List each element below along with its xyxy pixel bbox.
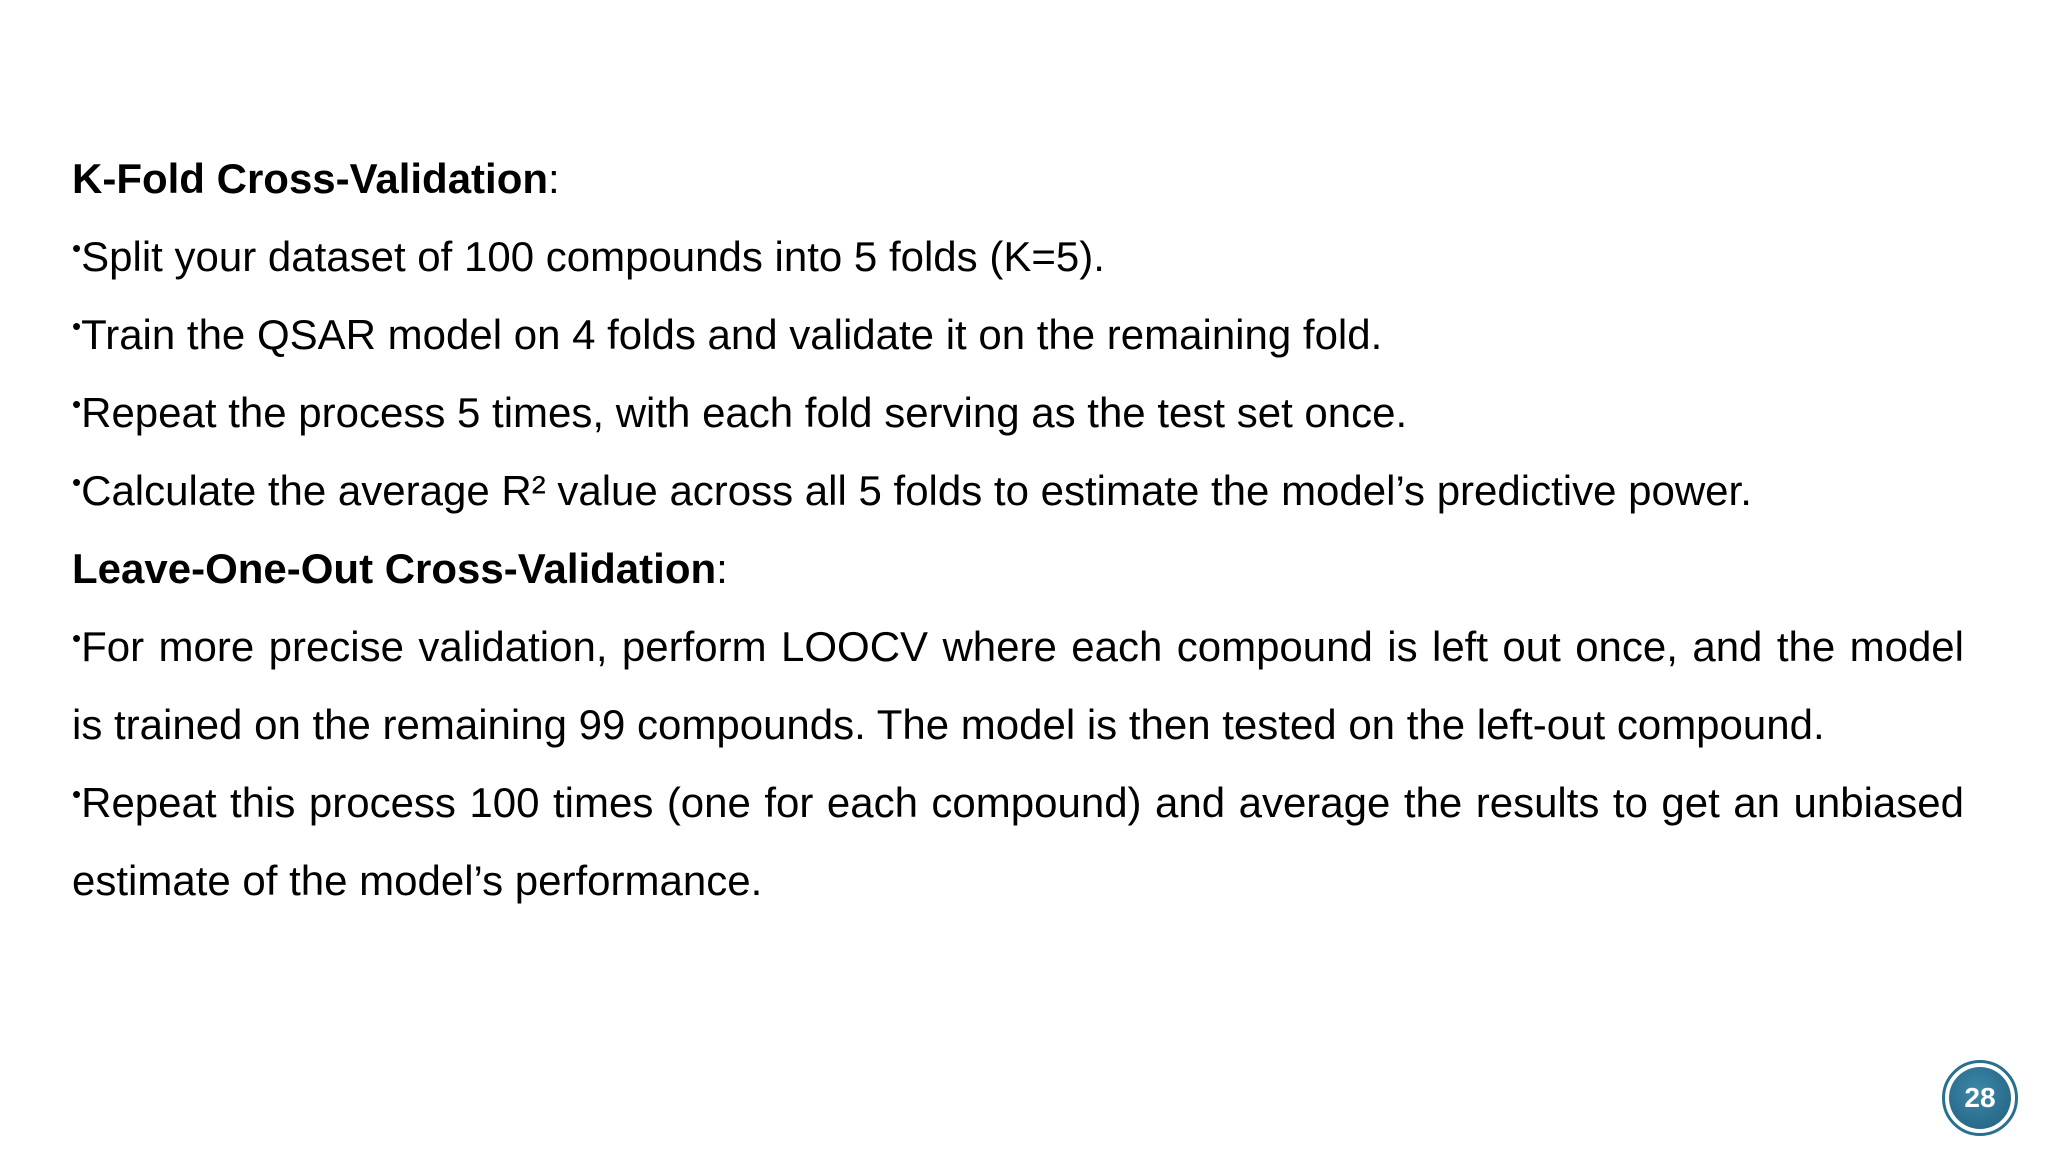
- bullet-item: •Repeat this process 100 times (one for each compound) and average the results to get an unbiased estimate of the model’s performance.: [72, 779, 1964, 904]
- section-heading-kfold: K-Fold Cross-Validation:: [72, 155, 560, 202]
- page-number-badge: [1942, 1060, 2018, 1136]
- bullet-item: •Repeat the process 5 times, with each fold serving as the test set once.: [72, 389, 1408, 436]
- bullet-icon: •: [72, 467, 82, 497]
- page-number: 28: [1964, 1082, 1996, 1113]
- bullet-icon: •: [72, 779, 82, 809]
- bullet-icon: •: [72, 233, 82, 263]
- bullet-item: •For more precise validation, perform LOOCV where each compound is left out once, and the model is trained on the remaining 99 compounds. The model is then tested on the left-out compound.: [72, 623, 1964, 748]
- bullet-item: •Calculate the average R² value across all 5 folds to estimate the model’s predictive power.: [72, 467, 1752, 514]
- bullet-item: •Split your dataset of 100 compounds into 5 folds (K=5).: [72, 233, 1105, 280]
- bullet-icon: •: [72, 389, 82, 419]
- bullet-item: •Train the QSAR model on 4 folds and validate it on the remaining fold.: [72, 311, 1383, 358]
- bullet-icon: •: [72, 623, 82, 653]
- page-number-circle: [1949, 1067, 2011, 1129]
- bullet-icon: •: [72, 311, 82, 341]
- slide-body: [72, 140, 1964, 920]
- section-heading-loocv: Leave-One-Out Cross-Validation:: [72, 545, 728, 592]
